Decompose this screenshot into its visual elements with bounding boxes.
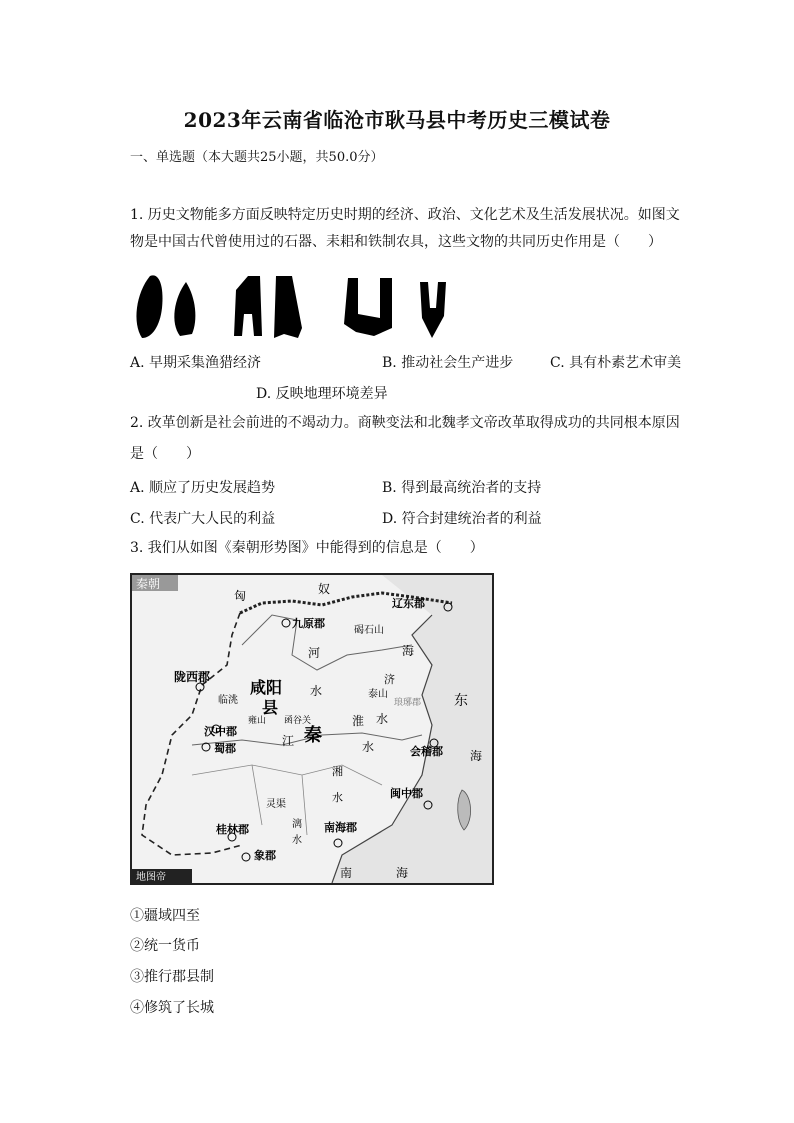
label-shui4: 水 (332, 791, 343, 804)
section-heading: 一、单选题（本大题共25小题，共50.0分） (130, 150, 384, 165)
q2-option-c[interactable]: C. 代表广大人民的利益 (130, 511, 276, 527)
label-xiongnu1: 匈 (234, 589, 247, 603)
iron-tool-1 (344, 278, 392, 336)
label-ji: 济 (384, 673, 395, 686)
label-xianyang2: 县 (262, 698, 279, 717)
label-jiang: 江 (282, 734, 295, 748)
yellow-river (242, 615, 415, 670)
q1-option-d[interactable]: D. 反映地理环境差异 (256, 386, 388, 402)
label-xiang: 湘 (332, 765, 343, 778)
q2-option-d[interactable]: D. 符合封建统治者的利益 (382, 511, 542, 527)
label-huai: 淮 (352, 714, 365, 728)
label-lingqu: 灵渠 (266, 799, 286, 810)
label-kuaiji: 会稽郡 (410, 745, 443, 758)
q2-stem-line1: 2. 改革创新是社会前进的不竭动力。商鞅变法和北魏孝文帝改革取得成功的共同根本原因 (130, 415, 680, 431)
label-nan: 南 (340, 866, 353, 880)
label-jiuyuan: 九原郡 (292, 617, 325, 630)
label-guilin: 桂林郡 (216, 823, 249, 836)
label-qin: 秦 (304, 725, 322, 746)
label-longxi: 陇西郡 (174, 670, 211, 684)
qin-dynasty-map (130, 573, 494, 885)
label-nanhai: 南海郡 (324, 821, 357, 834)
page-title: 2023年云南省临沧市耿马县中考历史三模试卷 (183, 108, 611, 132)
label-hai: 海 (402, 644, 415, 658)
label-xiangjun: 象郡 (254, 849, 276, 862)
label-hai3: 海 (396, 866, 409, 880)
q1-stem-line1: 1. 历史文物能多方面反映特定历史时期的经济、政治、文化艺术及生活发展状况。如图文 (130, 207, 680, 223)
leisi-1 (234, 276, 262, 336)
map-corner-label: 秦朝 (136, 577, 161, 591)
q3-statement-3: ③推行郡县制 (130, 969, 214, 985)
q3-stem: 3. 我们从如图《秦朝形势图》中能得到的信息是（ ） (130, 540, 484, 556)
label-shui3: 水 (362, 740, 375, 754)
q3-statement-1: ①疆域四至 (130, 908, 200, 924)
label-xianyang1: 咸阳 (250, 678, 283, 697)
sea-area (332, 575, 492, 883)
label-langya: 琅琊郡 (394, 698, 422, 708)
label-shu: 蜀郡 (214, 742, 236, 755)
label-he: 河 (308, 646, 321, 660)
label-shui2: 水 (376, 712, 389, 726)
leisi-2 (274, 276, 302, 338)
q3-statement-2: ②统一货币 (130, 938, 200, 954)
q2-stem-line2: 是（ ） (130, 446, 200, 462)
q2-option-b[interactable]: B. 得到最高统治者的支持 (382, 480, 542, 496)
q1-stem-line2: 物是中国古代曾使用过的石器、耒耜和铁制农具，这些文物的共同历史作用是（ ） (130, 234, 662, 250)
label-hangu: 函谷关 (284, 716, 312, 726)
stone-tool-2 (174, 282, 195, 336)
label-xiongnu2: 奴 (318, 582, 331, 596)
stone-tool-1 (136, 275, 162, 338)
map-footer-label: 地图帝 (136, 872, 166, 883)
label-hai2: 海 (470, 749, 483, 763)
iron-tool-2 (420, 282, 446, 338)
label-jieshi: 碣石山 (354, 625, 384, 636)
label-dong: 东 (454, 693, 468, 709)
label-taishan: 泰山 (368, 689, 388, 700)
q2-option-a[interactable]: A. 顺应了历史发展趋势 (130, 480, 276, 496)
label-shui5: 水 (292, 835, 302, 846)
label-lintao: 临洮 (218, 695, 238, 706)
label-shui1: 水 (310, 684, 323, 698)
label-liaodong: 辽东郡 (392, 597, 425, 610)
artifact-illustration (130, 268, 460, 340)
label-li: 漓 (292, 819, 302, 830)
q1-option-a[interactable]: A. 早期采集渔猎经济 (130, 355, 262, 371)
label-hanzhong: 汉中郡 (204, 725, 237, 738)
q1-option-b[interactable]: B. 推动社会生产进步 (382, 355, 514, 371)
q1-option-c[interactable]: C. 具有朴素艺术审美 (550, 355, 682, 371)
q3-statement-4: ④修筑了长城 (130, 1000, 214, 1016)
label-yongshan: 雍山 (248, 716, 267, 726)
label-minzhong: 闽中郡 (390, 787, 423, 800)
